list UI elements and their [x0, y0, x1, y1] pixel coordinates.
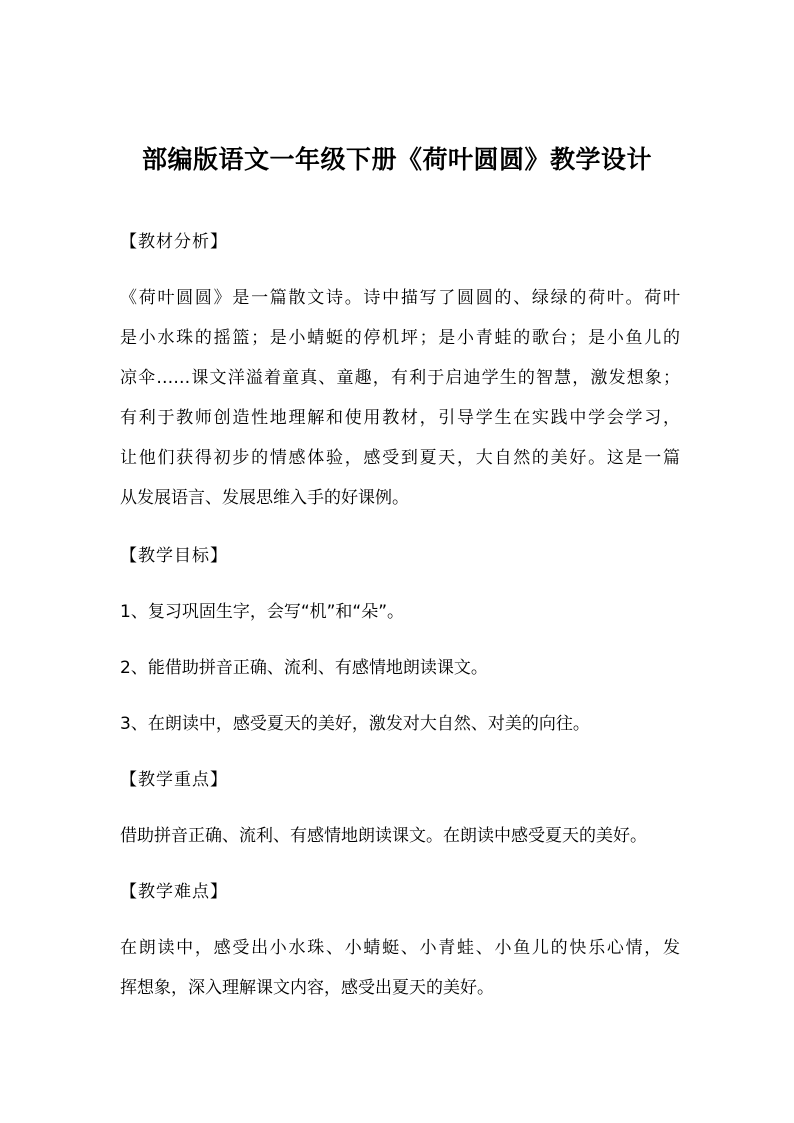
section-heading-difficulties: 【教学难点】	[120, 882, 228, 902]
goal-item-2: 2、能借助拼音正确、流利、有感情地朗读课文。	[120, 658, 488, 678]
goal-item-3: 3、在朗读中，感受夏天的美好，激发对大自然、对美的向往。	[120, 714, 590, 734]
document-title: 部编版语文一年级下册《荷叶圆圆》教学设计	[141, 145, 652, 174]
section-heading-goals: 【教学目标】	[120, 546, 228, 566]
difficulties-line-2: 挥想象，深入理解课文内容，感受出夏天的美好。	[120, 978, 494, 998]
analysis-line-2: 是小水珠的摇篮；是小蜻蜓的停机坪；是小青蛙的歌台；是小鱼儿的	[120, 328, 680, 348]
section-heading-key-points: 【教学重点】	[120, 770, 228, 790]
analysis-line-4: 有利于教师创造性地理解和使用教材，引导学生在实践中学会学习，	[120, 408, 680, 428]
analysis-line-6: 从发展语言、发展思维入手的好课例。	[120, 488, 409, 508]
goal-item-1: 1、复习巩固生字，会写“机”和“朵”。	[120, 602, 405, 622]
key-points-text: 借助拼音正确、流利、有感情地朗读课文。在朗读中感受夏天的美好。	[120, 826, 647, 846]
difficulties-line-1: 在朗读中，感受出小水珠、小蜻蜓、小青蛙、小鱼儿的快乐心情，发	[120, 938, 680, 958]
analysis-line-3: 凉伞……课文洋溢着童真、童趣，有利于启迪学生的智慧，激发想象；	[120, 368, 680, 388]
section-heading-analysis: 【教材分析】	[120, 232, 228, 252]
analysis-line-1: 《荷叶圆圆》是一篇散文诗。诗中描写了圆圆的、绿绿的荷叶。荷叶	[120, 288, 680, 308]
analysis-line-5: 让他们获得初步的情感体验，感受到夏天，大自然的美好。这是一篇	[120, 448, 680, 468]
